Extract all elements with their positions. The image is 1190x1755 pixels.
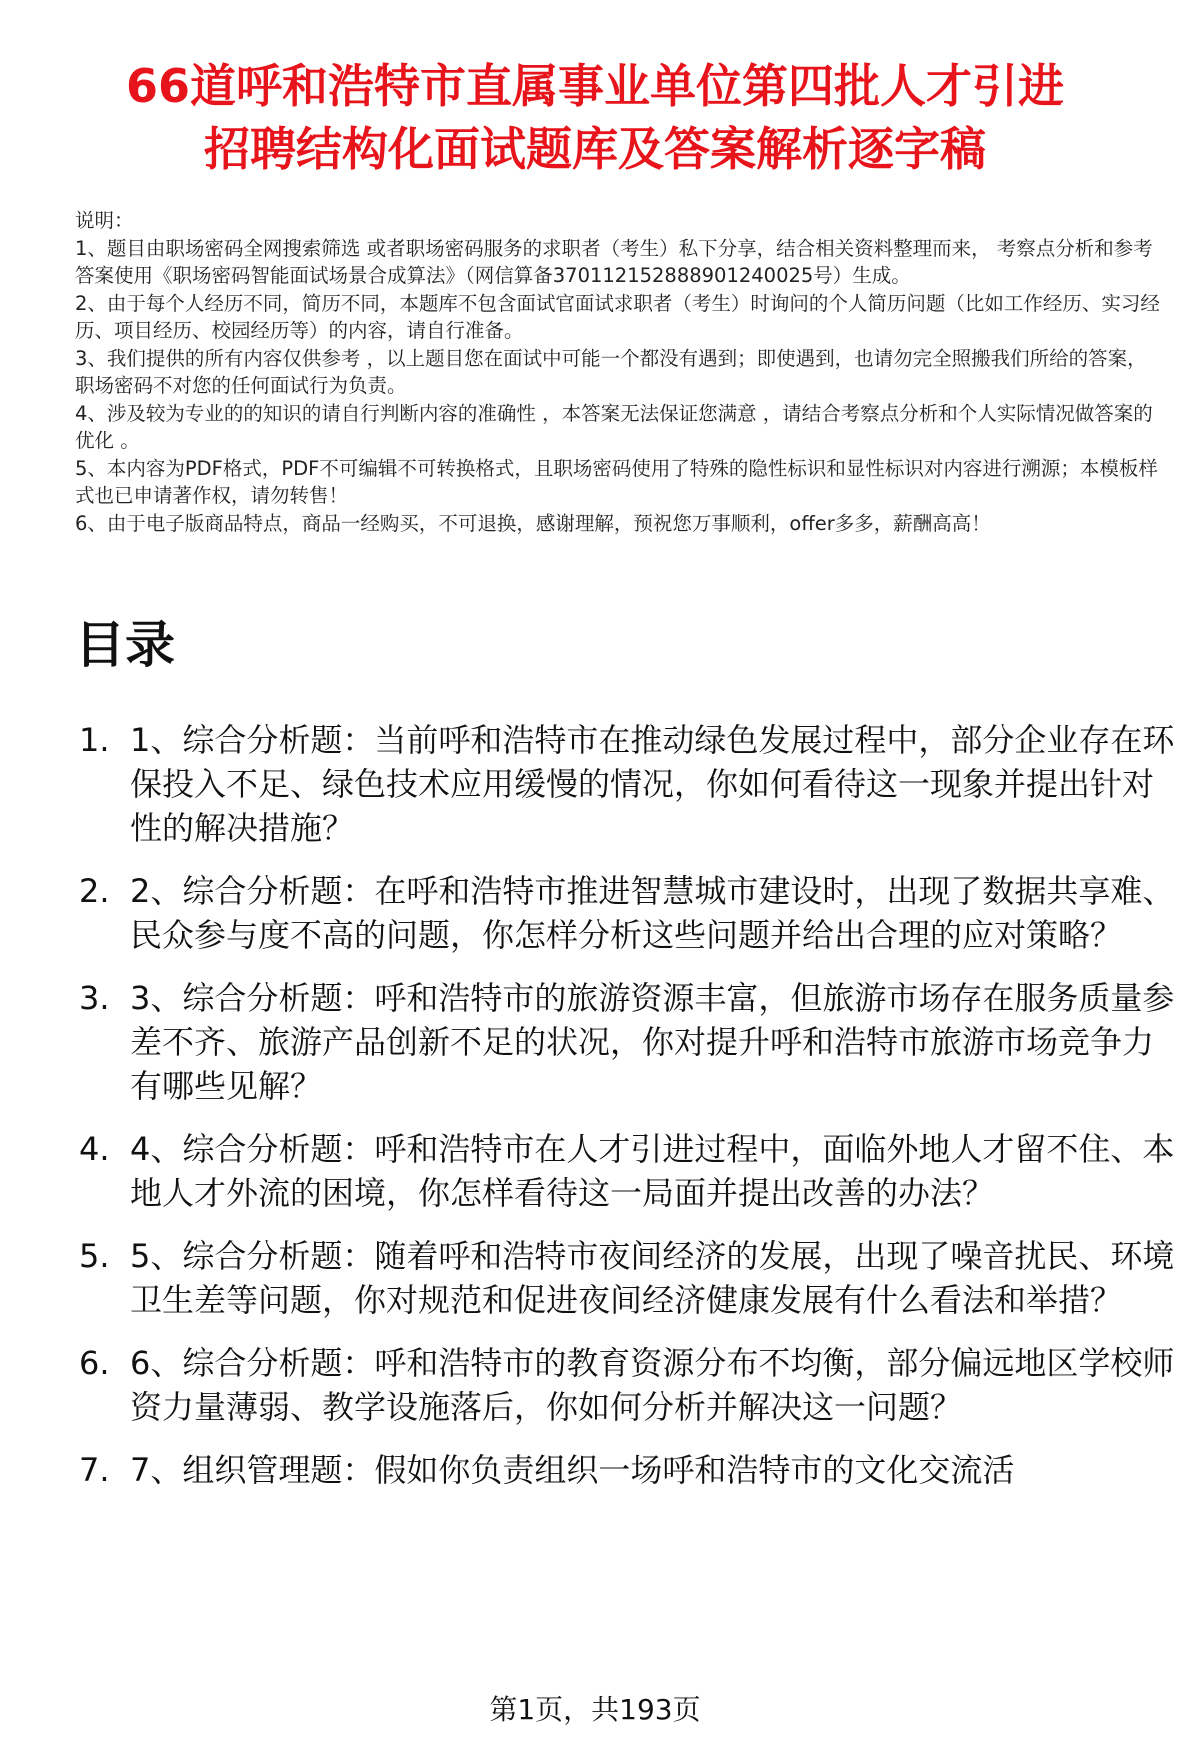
note-item: 1、题目由职场密码全网搜索筛选 或者职场密码服务的求职者（考生）私下分享，结合相关资料整理而来， 考察点分析和参考答案使用《职场密码智能面试场景合成算法》（网信算备370112152888901240025号）生成。 xyxy=(75,236,1153,287)
toc-item-text: 7、组织管理题：假如你负责组织一场呼和浩特市的文化交流活 xyxy=(130,1451,1015,1489)
notes-heading: 说明： xyxy=(75,209,134,232)
notes-section xyxy=(75,207,1165,537)
toc-item-text: 5、综合分析题：随着呼和浩特市夜间经济的发展，出现了噪音扰民、环境卫生差等问题，你对规范和促进夜间经济健康发展有什么看法和举措？ xyxy=(130,1237,1175,1319)
page-footer: 第1页，共193页 xyxy=(489,1693,701,1726)
note-item: 4、涉及较为专业的的知识的请自行判断内容的准确性 ，本答案无法保证您满意 ，请结合考察点分析和个人实际情况做答案的优化 。 xyxy=(75,401,1153,452)
title-line-2: 招聘结构化面试题库及答案解析逐字稿 xyxy=(204,122,986,176)
toc-item[interactable] xyxy=(75,1341,1175,1429)
toc-item-text: 1、综合分析题：当前呼和浩特市在推动绿色发展过程中，部分企业存在环保投入不足、绿色技术应用缓慢的情况，你如何看待这一现象并提出针对性的解决措施？ xyxy=(130,721,1175,847)
toc-item-text: 6、综合分析题：呼和浩特市的教育资源分布不均衡，部分偏远地区学校师资力量薄弱、教学设施落后，你如何分析并解决这一问题？ xyxy=(130,1344,1175,1426)
note-item: 2、由于每个人经历不同，简历不同，本题库不包含面试官面试求职者（考生）时询问的个人简历问题（比如工作经历、实习经历、项目经历、校园经历等）的内容，请自行准备。 xyxy=(75,291,1160,342)
toc-item-number: 5. xyxy=(79,1237,110,1275)
toc-item-number: 4. xyxy=(79,1130,110,1168)
toc-item[interactable] xyxy=(75,718,1175,850)
toc-item-number: 6. xyxy=(79,1344,110,1382)
toc-item[interactable] xyxy=(75,976,1175,1108)
toc-item[interactable] xyxy=(75,1234,1175,1322)
toc-item[interactable] xyxy=(75,869,1175,957)
toc-item-number: 1. xyxy=(79,721,110,759)
toc-item[interactable] xyxy=(75,1127,1175,1215)
toc-item[interactable] xyxy=(75,1448,1175,1492)
document-title xyxy=(40,55,1150,181)
toc-item-number: 2. xyxy=(79,872,110,910)
toc-heading: 目录 xyxy=(75,616,175,674)
note-item: 3、我们提供的所有内容仅供参考 ，以上题目您在面试中可能一个都没有遇到；即使遇到，也请勿完全照搬我们所给的答案，职场密码不对您的任何面试行为负责。 xyxy=(75,346,1147,397)
note-item: 5、本内容为PDF格式，PDF不可编辑不可转换格式，且职场密码使用了特殊的隐性标识和显性标识对内容进行溯源；本模板样式也已申请著作权，请勿转售！ xyxy=(75,456,1158,507)
toc-item-text: 4、综合分析题：呼和浩特市在人才引进过程中，面临外地人才留不住、本地人才外流的困境，你怎样看待这一局面并提出改善的办法？ xyxy=(130,1130,1175,1212)
title-line-1: 66道呼和浩特市直属事业单位第四批人才引进 xyxy=(125,59,1064,113)
toc-item-number: 7. xyxy=(79,1451,110,1489)
table-of-contents xyxy=(75,718,1175,1511)
note-item: 6、由于电子版商品特点，商品一经购买，不可退换，感谢理解，预祝您万事顺利，offer多多，薪酬高高！ xyxy=(75,511,991,535)
toc-item-text: 2、综合分析题：在呼和浩特市推进智慧城市建设时，出现了数据共享难、民众参与度不高的问题，你怎样分析这些问题并给出合理的应对策略？ xyxy=(130,872,1175,954)
toc-item-text: 3、综合分析题：呼和浩特市的旅游资源丰富，但旅游市场存在服务质量参差不齐、旅游产品创新不足的状况，你对提升呼和浩特市旅游市场竞争力有哪些见解？ xyxy=(130,979,1175,1105)
toc-item-number: 3. xyxy=(79,979,110,1017)
